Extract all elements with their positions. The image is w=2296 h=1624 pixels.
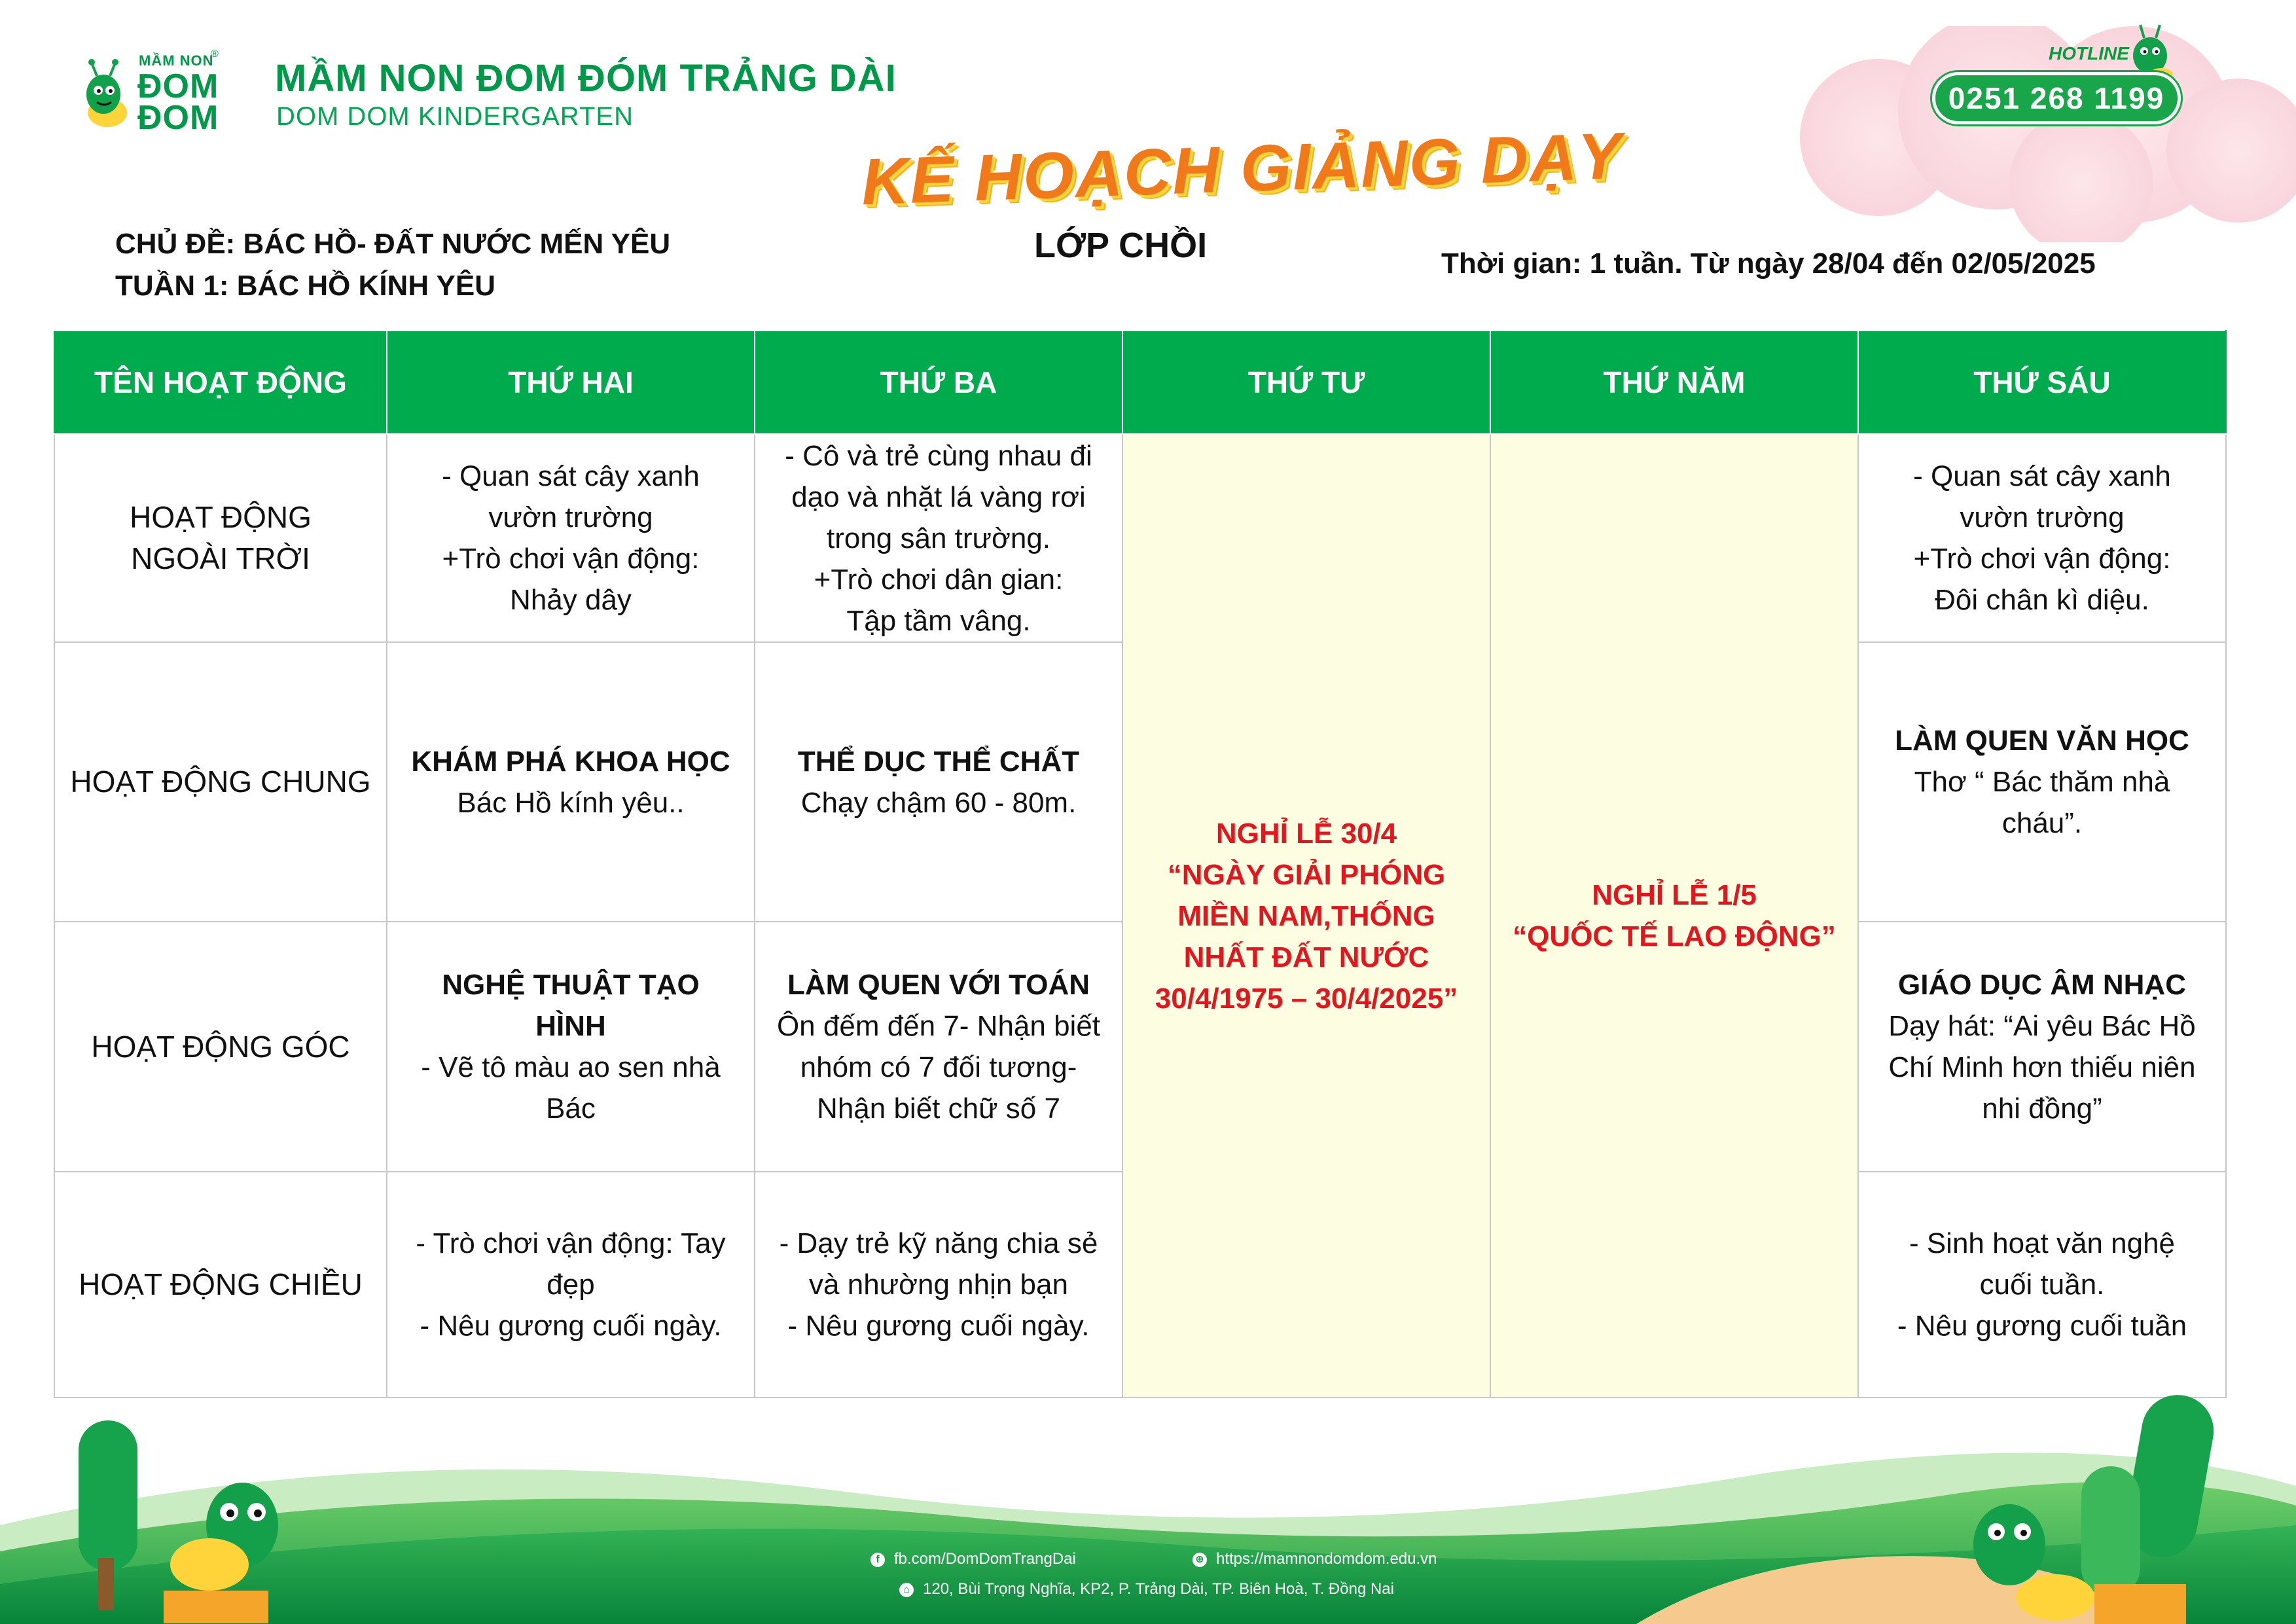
- theme-title: CHỦ ĐỀ: BÁC HỒ- ĐẤT NƯỚC MẾN YÊU: [115, 228, 671, 260]
- logo-word-1: ĐOM: [137, 67, 219, 105]
- cell-line: vườn trường: [488, 501, 653, 533]
- cell-line: - Nêu gương cuối ngày.: [420, 1310, 722, 1342]
- cell-line: Đôi chân kì diệu.: [1935, 584, 2149, 616]
- monday-afternoon: [387, 1172, 755, 1398]
- tuesday-outdoor: [755, 434, 1122, 642]
- class-name: LỚP CHỒI: [1034, 226, 1208, 265]
- header-wednesday: THỨ TƯ: [1122, 331, 1490, 434]
- cell-line: Chí Minh hơn thiếu niên: [1888, 1051, 2196, 1083]
- tuesday-corner: [755, 922, 1122, 1172]
- activity-general: HOẠT ĐỘNG CHUNG: [54, 642, 387, 922]
- cell-line: cháu”.: [2001, 807, 2083, 839]
- header-activity: TÊN HOẠT ĐỘNG: [54, 331, 387, 434]
- monday-corner: [387, 922, 755, 1172]
- logo-word-2: ĐOM: [137, 99, 219, 137]
- week-title: TUẦN 1: BÁC HỒ KÍNH YÊU: [115, 270, 496, 302]
- footer-facebook[interactable]: [870, 1550, 1076, 1568]
- globe-icon: ⊕: [1193, 1553, 1207, 1567]
- holiday-line: 30/4/1975 – 30/4/2025”: [1155, 982, 1458, 1015]
- subject-title: LÀM QUEN VỚI TOÁN: [787, 969, 1090, 1001]
- holiday-line: NGHỈ LỄ 1/5: [1592, 879, 1757, 911]
- thursday-holiday: [1490, 434, 1858, 1398]
- cell-line: NGOÀI TRỜI: [131, 541, 310, 575]
- header-tuesday: THỨ BA: [755, 331, 1122, 434]
- wednesday-holiday: [1122, 434, 1490, 1398]
- cell-line: HOẠT ĐỘNG: [130, 500, 312, 534]
- subject-title: NGHỆ THUẬT TẠO: [442, 969, 700, 1001]
- friday-afternoon: [1858, 1172, 2226, 1398]
- holiday-line: “QUỐC TẾ LAO ĐỘNG”: [1513, 920, 1836, 952]
- header-friday: THỨ SÁU: [1858, 331, 2226, 434]
- cell-line: vườn trường: [1960, 501, 2125, 533]
- address-text: 120, Bùi Trọng Nghĩa, KP2, P. Trảng Dài, TP. Biên Hoà, T. Đồng Nai: [923, 1580, 1394, 1598]
- facebook-icon: f: [870, 1553, 885, 1567]
- cell-line: cuối tuần.: [1979, 1269, 2105, 1301]
- home-icon: ⌂: [899, 1583, 914, 1597]
- cell-line: Nhảy dây: [510, 584, 632, 616]
- school-logo: [73, 48, 230, 137]
- registered-mark: ®: [211, 48, 219, 60]
- cell-line: Ôn đếm đến 7- Nhận biết: [776, 1010, 1101, 1042]
- monday-outdoor: [387, 434, 755, 642]
- footer-website[interactable]: [1193, 1550, 1437, 1568]
- subject-title: GIÁO DỤC ÂM NHẠC: [1898, 969, 2186, 1001]
- subject-title: LÀM QUEN VĂN HỌC: [1895, 725, 2189, 757]
- cell-line: - Cô và trẻ cùng nhau đi: [785, 439, 1092, 472]
- friday-general: [1858, 642, 2226, 922]
- school-subtitle: DOM DOM KINDERGARTEN: [276, 102, 634, 131]
- cell-line: - Quan sát cây xanh: [1913, 460, 2171, 492]
- cell-line: Nhận biết chữ số 7: [817, 1092, 1060, 1125]
- table-header-row: [54, 331, 2226, 434]
- lesson-plan-table: [54, 330, 2227, 1398]
- cell-line: Dạy hát: “Ai yêu Bác Hồ: [1888, 1010, 2196, 1042]
- time-period: Thời gian: 1 tuần. Từ ngày 28/04 đến 02/05/2025: [1441, 247, 2096, 280]
- activity-afternoon: HOẠT ĐỘNG CHIỀU: [54, 1172, 387, 1398]
- subject-title: HÌNH: [535, 1010, 606, 1042]
- logo-small-text: MẦM NON: [139, 52, 214, 69]
- hotline-number[interactable]: 0251 268 1199: [1948, 81, 2165, 115]
- tuesday-afternoon: [755, 1172, 1122, 1398]
- table-row: [54, 434, 2226, 642]
- holiday-line: NGHỈ LỄ 30/4: [1215, 817, 1397, 850]
- cell-line: trong sân trường.: [826, 522, 1051, 554]
- cell-line: Thơ “ Bác thăm nhà: [1914, 766, 2170, 798]
- cell-line: - Nêu gương cuối ngày.: [787, 1310, 1090, 1342]
- cloud-decoration: [1780, 26, 2296, 242]
- facebook-link-text: fb.com/DomDomTrangDai: [894, 1550, 1076, 1568]
- activity-corner: HOẠT ĐỘNG GÓC: [54, 922, 387, 1172]
- subject-title: THỂ DỤC THỂ CHẤT: [797, 745, 1080, 778]
- cell-line: - Dạy trẻ kỹ năng chia sẻ: [779, 1227, 1098, 1259]
- cell-line: +Trò chơi vận động:: [1913, 543, 2171, 575]
- friday-outdoor: [1858, 434, 2226, 642]
- cell-line: - Quan sát cây xanh: [442, 460, 700, 492]
- friday-corner: [1858, 922, 2226, 1172]
- tuesday-general: [755, 642, 1122, 922]
- activity-outdoor: [54, 434, 387, 642]
- cell-line: - Nêu gương cuối tuần: [1897, 1310, 2187, 1342]
- holiday-line: “NGÀY GIẢI PHÓNG: [1167, 858, 1446, 891]
- firefly-mascot-icon: [73, 56, 139, 135]
- footer-address: [899, 1580, 1394, 1598]
- cell-line: - Vẽ tô màu ao sen nhà: [421, 1051, 721, 1083]
- website-link-text: https://mamnondomdom.edu.vn: [1216, 1550, 1437, 1568]
- hotline-label: HOTLINE: [2049, 43, 2129, 63]
- cell-line: - Sinh hoạt văn nghệ: [1909, 1227, 2176, 1259]
- holiday-line: NHẤT ĐẤT NƯỚC: [1183, 941, 1429, 973]
- cell-line: - Trò chơi vận động: Tay: [416, 1227, 726, 1259]
- cell-line: Chạy chậm 60 - 80m.: [800, 786, 1077, 819]
- plan-banner-title: KẾ HOẠCH GIẢNG DẠY: [860, 118, 1624, 219]
- school-name: MẦM NON ĐOM ĐÓM TRẢNG DÀI: [275, 57, 897, 99]
- cell-line: nhóm có 7 đối tương-: [800, 1051, 1077, 1083]
- cell-line: Bác Hồ kính yêu..: [457, 786, 685, 819]
- cell-line: đẹp: [547, 1269, 595, 1301]
- monday-general: [387, 642, 755, 922]
- cell-line: và nhường nhịn bạn: [809, 1269, 1068, 1301]
- cell-line: Bác: [546, 1092, 596, 1125]
- cell-line: +Trò chơi dân gian:: [814, 563, 1064, 596]
- cell-line: Tập tầm vâng.: [846, 604, 1031, 637]
- cell-line: +Trò chơi vận động:: [442, 543, 700, 575]
- holiday-line: MIỀN NAM,THỐNG: [1177, 899, 1435, 932]
- cell-line: nhi đồng”: [1982, 1092, 2102, 1125]
- subject-title: KHÁM PHÁ KHOA HỌC: [411, 745, 730, 778]
- header-monday: THỨ HAI: [387, 331, 755, 434]
- header-thursday: THỨ NĂM: [1490, 331, 1858, 434]
- cell-line: dạo và nhặt lá vàng rơi: [791, 480, 1086, 513]
